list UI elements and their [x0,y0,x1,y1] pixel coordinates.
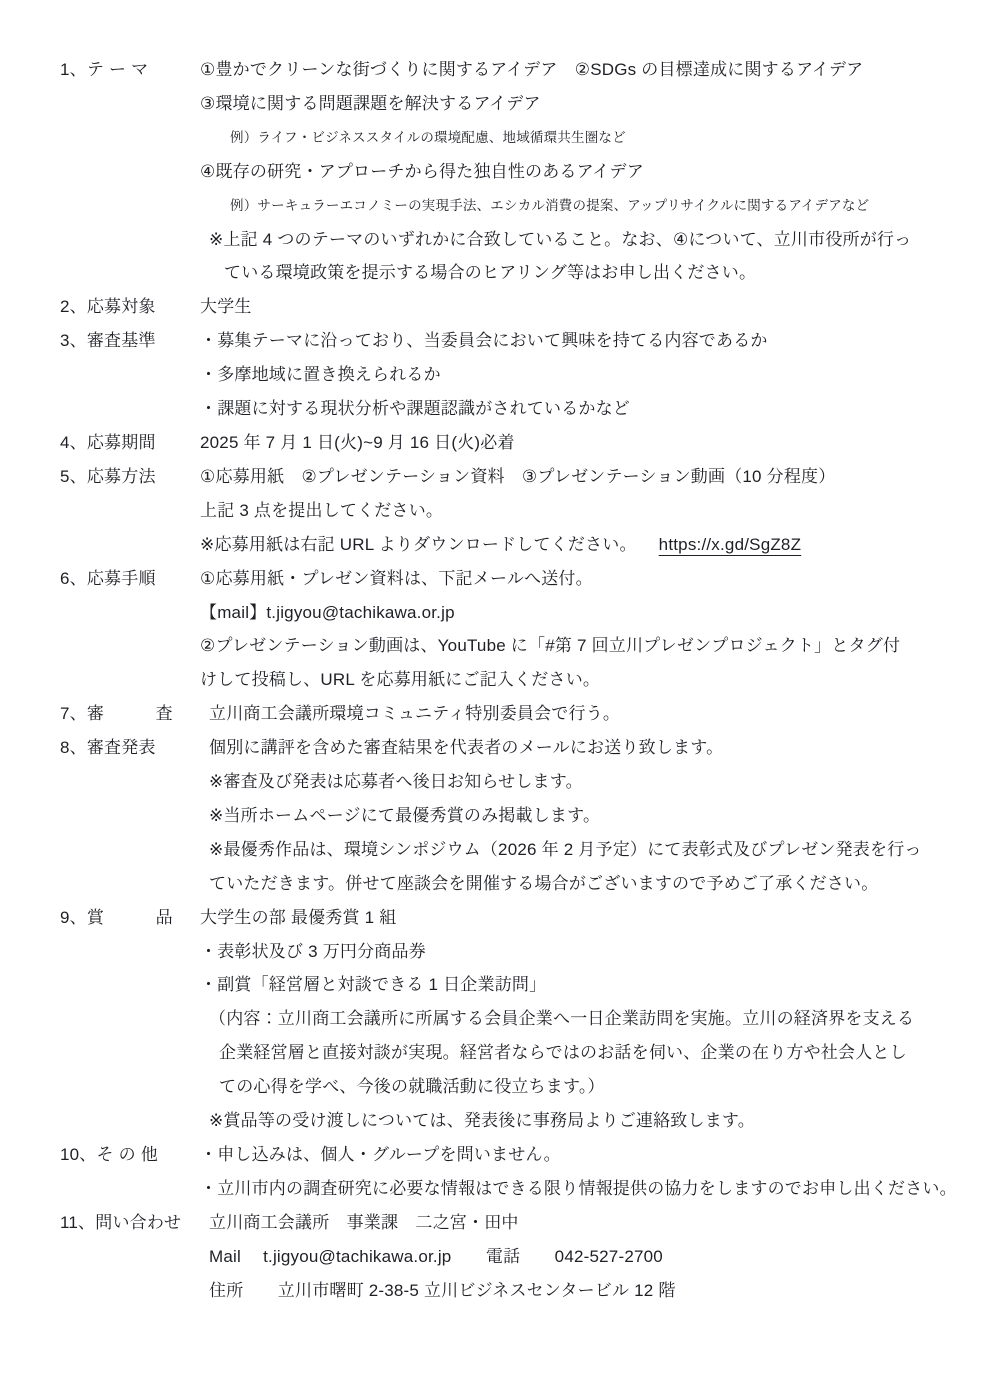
doc-line-text: （内容：立川商工会議所に所属する会員企業へ一日企業訪問を実施。立川の経済界を支える [209,1009,915,1029]
doc-line-text: ①応募用紙・プレゼン資料は、下記メールへ送付。 [200,568,593,588]
doc-line-text: ※当所ホームページにて最優秀賞のみ掲載します。 [209,805,601,825]
doc-line [200,460,952,494]
doc-line-text: ・募集テーマに沿っており、当委員会において興味を持てる内容であるか [200,331,768,351]
section-content [200,731,952,901]
section-content [200,53,952,290]
section-label: 3、審査基準 [60,331,156,351]
doc-line [209,1274,952,1308]
section-row [60,460,952,562]
section-row [60,290,952,324]
doc-line-text: ※賞品等の受け渡しについては、発表後に事務局よりご連絡致します。 [209,1111,755,1131]
doc-line-text: 例）ライフ・ビジネススタイルの環境配慮、地域循環共生圏など [230,129,626,145]
section-content [200,460,952,562]
section-row [60,562,952,698]
doc-line-text: ①応募用紙 ②プレゼンテーション資料 ③プレゼンテーション動画（10 分程度） [200,466,836,486]
doc-line-text: ・表彰状及び 3 万円分商品券 [200,941,426,961]
doc-line-text: 企業経営層と直接対談が実現。経営者ならではのお話を伺い、企業の在り方や社会人とし [219,1043,907,1063]
doc-line-text: ④既存の研究・アプローチから得た独自性のあるアイデア [200,161,644,181]
doc-line-text: 【mail】t.jigyou@tachikawa.or.jp [200,602,455,622]
section-content [200,901,952,1138]
doc-line [200,1172,957,1206]
doc-line-text: ※最優秀作品は、環境シンポジウム（2026 年 2 月予定）にて表彰式及びプレゼン発表を行っ [209,839,922,859]
section-label: 7、審 査 [60,704,173,724]
doc-line [200,87,952,121]
doc-line-text: 立川商工会議所環境コミュニティ特別委員会で行う。 [209,704,621,724]
section-content [200,1138,957,1206]
doc-line [219,1036,952,1070]
doc-line [209,1206,952,1240]
section-label: 1、テ ー マ [60,60,149,79]
doc-line [209,731,952,765]
section-row [60,324,952,426]
section-row [60,901,952,1138]
doc-line [200,426,952,460]
section-content [200,1206,952,1308]
section-label: 6、応募手順 [60,568,156,588]
doc-line [200,53,952,87]
doc-line-text: ・申し込みは、個人・グループを問いません。 [200,1145,561,1164]
doc-line [200,324,952,358]
doc-line [209,833,952,867]
doc-line [200,629,952,663]
doc-line [209,799,952,833]
doc-line-text: ③環境に関する問題課題を解決するアイデア [200,93,541,113]
doc-line-text: ・課題に対する現状分析や課題認識がされているかなど [200,399,630,419]
doc-line-text: 大学生の部 最優秀賞 1 組 [200,907,397,927]
section-row [60,731,952,901]
doc-line-text: ている環境政策を提示する場合のヒアリング等はお申し出ください。 [224,263,757,283]
doc-line [230,189,952,223]
section-label: 4、応募期間 [60,432,156,452]
doc-line-text: 例）サーキュラーエコノミーの実現手法、エシカル消費の提案、アップリサイクルに関するアイデアなど [230,197,870,213]
section-row [60,53,952,290]
doc-line-text: ・多摩地域に置き換えられるか [200,365,441,385]
doc-line [209,1104,952,1138]
doc-line-text: ※審査及び発表は応募者へ後日お知らせします。 [209,772,583,792]
download-url-link[interactable]: https://x.gd/SgZ8Z [658,534,802,554]
doc-line [209,1002,952,1036]
section-label: 10、そ の 他 [60,1145,158,1164]
section-label: 11、問い合わせ [60,1212,182,1232]
doc-line-text: ていただきます。併せて座談会を開催する場合がございますので予めご了承ください。 [209,873,879,893]
doc-line-text: けして投稿し、URL を応募用紙にご記入ください。 [200,670,601,690]
section-row [60,1138,957,1206]
doc-line [200,663,952,697]
doc-line [200,935,952,969]
section-content [200,290,952,324]
doc-line-text: 立川商工会議所 事業課 二之宮・田中 [209,1212,519,1232]
section-content [200,562,952,698]
doc-line [200,968,952,1002]
doc-line [219,1070,952,1104]
section-label: 9、賞 品 [60,907,173,927]
doc-line [200,358,952,392]
doc-line-text: ての心得を学べ、今後の就職活動に役立ちます。） [219,1077,605,1097]
section-label: 2、応募対象 [60,297,156,317]
doc-line-text: ①豊かでクリーンな街づくりに関するアイデア ②SDGs の目標達成に関するアイデア [200,60,864,79]
section-content [200,324,952,426]
doc-line [200,290,952,324]
doc-line-text: 大学生 [200,297,252,317]
doc-line [209,223,952,257]
doc-line [209,697,952,731]
doc-line-text: ・副賞「経営層と対談できる 1 日企業訪問」 [200,975,547,995]
doc-line-text: 2025 年 7 月 1 日(火)~9 月 16 日(火)必着 [200,432,515,452]
section-content [200,697,952,731]
doc-line [200,528,952,562]
doc-line-text: 上記 3 点を提出してください。 [200,500,444,520]
section-label: 5、応募方法 [60,466,156,486]
section-row [60,1206,952,1308]
doc-line-text: ※応募用紙は右記 URL よりダウンロードしてください。 [200,534,637,554]
doc-line [230,121,952,155]
doc-line-text: ②プレゼンテーション動画は、YouTube に「#第 7 回立川プレゼンプロジェクト」とタグ付 [200,636,901,656]
doc-line [224,256,952,290]
doc-line-text: 個別に講評を含めた審査結果を代表者のメールにお送り致します。 [209,738,724,758]
doc-line [200,562,952,596]
doc-line [209,765,952,799]
doc-line-text: ・立川市内の調査研究に必要な情報はできる限り情報提供の協力をしますのでお申し出ください。 [200,1178,957,1198]
doc-line-text: 住所 立川市曙町 2-38-5 立川ビジネスセンタービル 12 階 [209,1280,676,1300]
doc-line [209,867,952,901]
doc-line [200,901,952,935]
doc-line [200,596,952,630]
doc-line [200,1138,952,1172]
section-content [200,426,952,460]
doc-line [200,494,952,528]
section-row [60,697,952,731]
doc-line-text: ※上記 4 つのテーマのいずれかに合致していること。なお、④について、立川市役所が行っ [209,229,912,249]
section-row [60,426,952,460]
doc-line [200,392,952,426]
doc-line [209,1240,952,1274]
doc-line [200,155,952,189]
section-label: 8、審査発表 [60,738,156,758]
doc-line-text: Mail t.jigyou@tachikawa.or.jp 電話 042-527-2700 [209,1246,663,1266]
